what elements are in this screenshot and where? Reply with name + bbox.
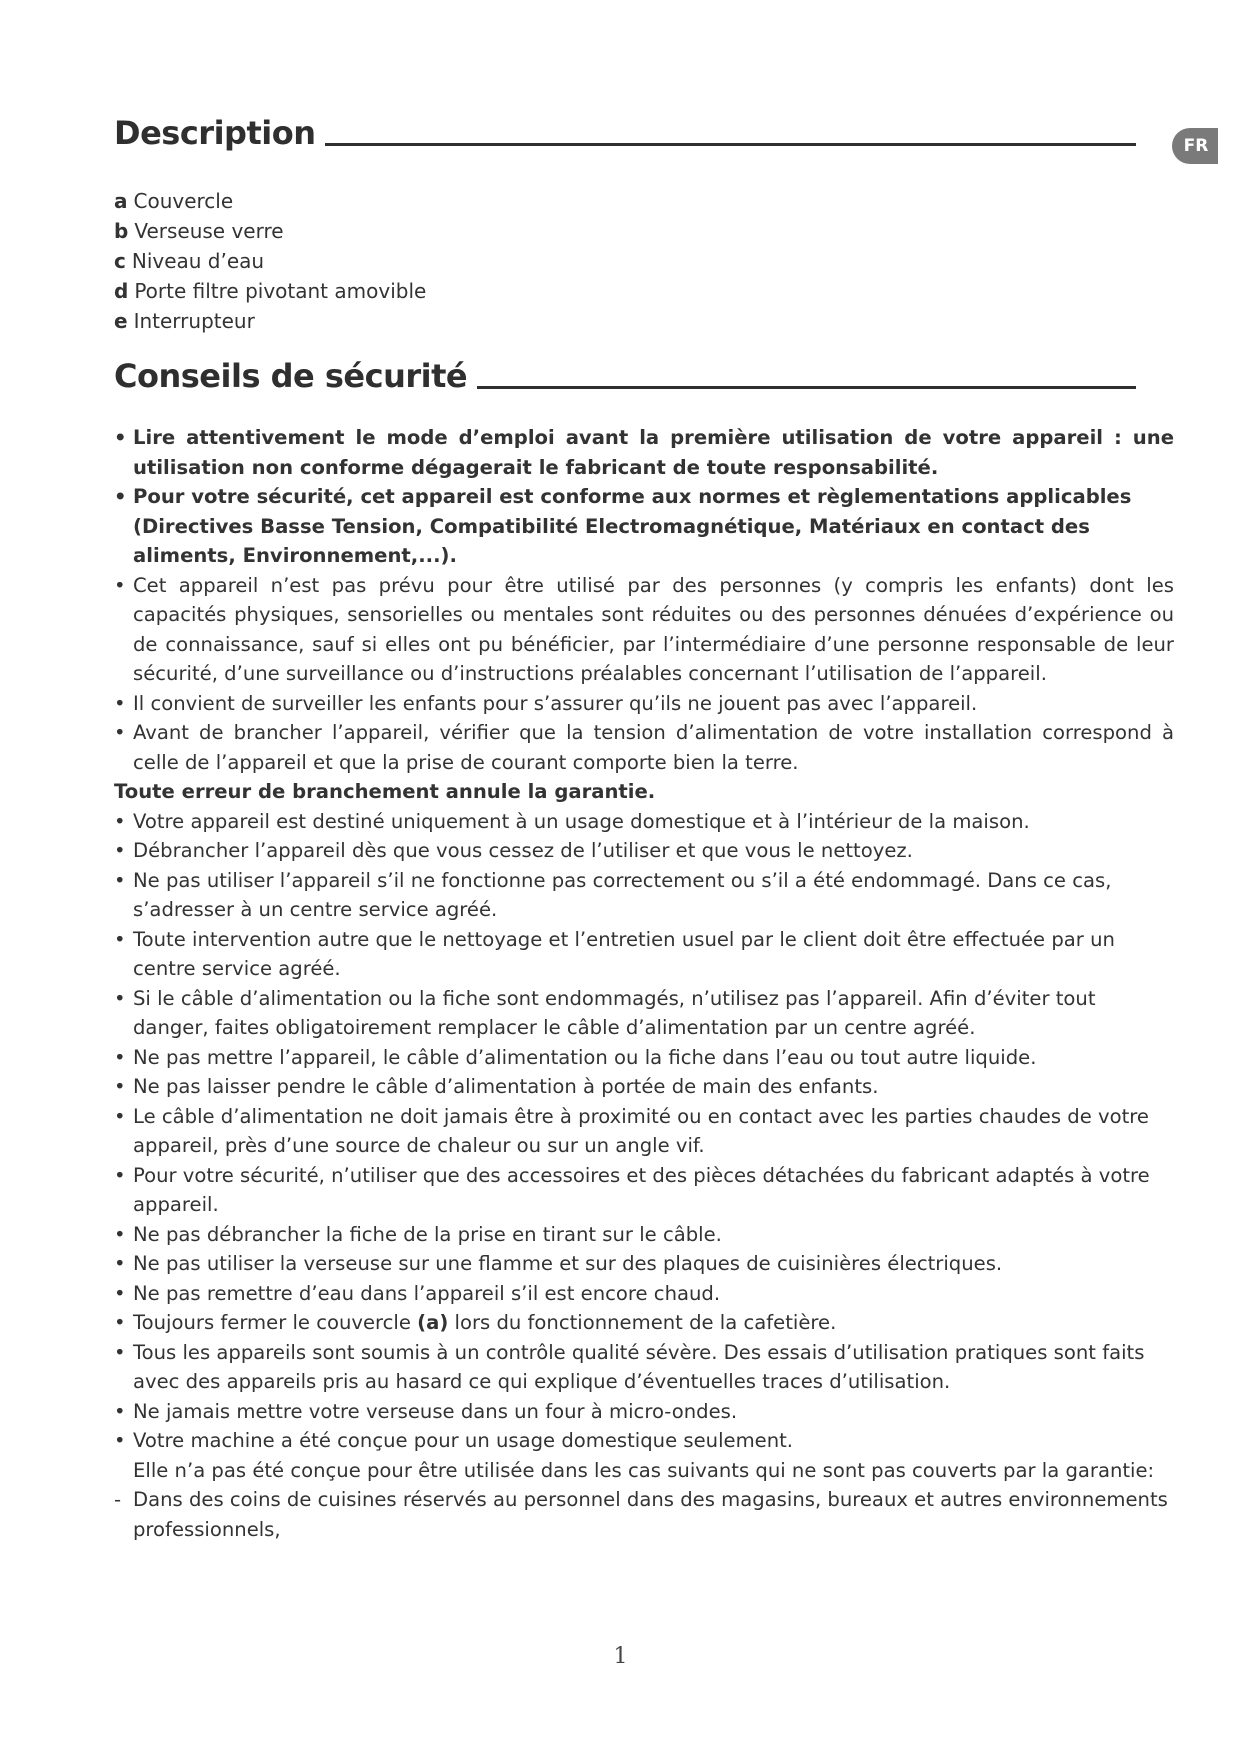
safety-text-continued: Elle n’a pas été conçue pour être utilisée dans les cas suivants qui ne sont pas couverts par la garantie:	[133, 1458, 1155, 1482]
safety-item	[114, 1338, 1174, 1397]
safety-item	[114, 1308, 1174, 1338]
bullet-icon: •	[114, 1399, 126, 1423]
part-letter: a	[114, 189, 128, 213]
parts-list-item	[114, 216, 426, 246]
bullet-icon: •	[114, 1222, 126, 1246]
safety-text: Ne pas débrancher la fiche de la prise en tirant sur le câble.	[133, 1222, 722, 1246]
bullet-icon: •	[114, 573, 126, 597]
part-label: Interrupteur	[133, 309, 255, 333]
bullet-icon: •	[114, 691, 126, 715]
safety-text: Pour votre sécurité, cet appareil est conforme aux normes et règlementations applicables (Directives Basse Tension, Compatibilité Electromagnétique, Matériaux en contact des aliments, Environnement,...).	[133, 485, 1132, 567]
safety-text: Tous les appareils sont soumis à un contrôle qualité sévère. Des essais d’utilisation pratiques sont faits avec des appareils pris au hasard ce qui explique d’éventuelles traces d’utilisation.	[133, 1340, 1145, 1393]
safety-text: Il convient de surveiller les enfants pour s’assurer qu’ils ne jouent pas avec l’appareil.	[133, 691, 978, 715]
heading-rule	[477, 386, 1136, 389]
safety-text: Ne pas utiliser l’appareil s’il ne fonctionne pas correctement ou s’il a été endommagé. Dans ce cas, s’adresser à un centre service agréé.	[133, 868, 1112, 921]
bullet-icon: •	[114, 1340, 126, 1364]
bullet-icon: •	[114, 1252, 126, 1275]
bullet-icon: •	[114, 1163, 126, 1187]
bullet-icon: •	[114, 721, 126, 744]
safety-heading	[114, 357, 1136, 395]
part-label: Porte filtre pivotant amovible	[134, 279, 427, 303]
safety-text: Ne pas laisser pendre le câble d’alimentation à portée de main des enfants.	[133, 1075, 879, 1098]
exclusion-text: Dans des coins de cuisines réservés au personnel dans des magasins, bureaux et autres environnements professionnels,	[133, 1488, 1168, 1541]
safety-item	[114, 1249, 1174, 1279]
safety-instructions	[114, 423, 1174, 1544]
safety-text: Votre machine a été conçue pour un usage domestique seulement.	[133, 1429, 794, 1452]
safety-text: Votre appareil est destiné uniquement à un usage domestique et à l’intérieur de la maison.	[133, 809, 1030, 833]
parts-list	[114, 186, 426, 336]
bullet-icon: •	[114, 426, 127, 449]
safety-text: Toute intervention autre que le nettoyage et l’entretien usuel par le client doit être effectuée par un centre service agréé.	[133, 927, 1115, 980]
safety-text: Cet appareil n’est pas prévu pour être utilisé par des personnes (y compris les enfants) dont les capacités physiques, sensorielles ou mentales sont réduites ou des personnes dénuées d’expérience ou de connaissance, sauf si elles ont pu bénéficier, par l’intermédiaire d’une personne responsable de leur sécurité, d’une surveillance ou d’instructions préalables concernant l’utilisation de l’appareil.	[133, 573, 1174, 685]
safety-text: Ne pas mettre l’appareil, le câble d’alimentation ou la fiche dans l’eau ou tout autre liquide.	[133, 1045, 1037, 1069]
description-title: Description	[114, 114, 316, 152]
safety-text: Ne jamais mettre votre verseuse dans un four à micro-ondes.	[133, 1399, 738, 1423]
bullet-icon: •	[114, 809, 126, 833]
safety-item	[114, 1426, 1174, 1485]
safety-item	[114, 1397, 1174, 1427]
safety-item	[114, 866, 1174, 925]
safety-text: Ne pas utiliser la verseuse sur une flamme et sur des plaques de cuisinières électriques.	[133, 1252, 1003, 1275]
safety-item	[114, 807, 1174, 837]
part-letter: d	[114, 279, 129, 303]
parts-list-item	[114, 246, 426, 276]
safety-text: Le câble d’alimentation ne doit jamais être à proximité ou en contact avec les parties chaudes de votre appareil, près d’une source de chaleur ou sur un angle vif.	[133, 1104, 1149, 1157]
safety-item	[114, 925, 1174, 984]
part-label: Verseuse verre	[134, 219, 284, 243]
safety-item	[114, 984, 1174, 1043]
heading-rule	[325, 143, 1136, 146]
bullet-icon: •	[114, 868, 126, 892]
part-letter: c	[114, 249, 126, 273]
bullet-icon: •	[114, 1311, 126, 1334]
safety-item	[114, 836, 1174, 866]
parts-list-item	[114, 306, 426, 336]
bullet-icon: •	[114, 485, 127, 508]
parts-list-item	[114, 276, 426, 306]
safety-item	[114, 1043, 1174, 1073]
safety-item	[114, 1161, 1174, 1220]
safety-item	[114, 1102, 1174, 1161]
safety-item	[114, 1072, 1174, 1102]
bullet-icon: •	[114, 927, 126, 951]
safety-item	[114, 571, 1174, 689]
part-label: Couvercle	[133, 189, 234, 213]
part-label: Niveau d’eau	[131, 249, 265, 273]
language-badge: FR	[1172, 128, 1218, 164]
safety-text: Avant de brancher l’appareil, vérifier que la tension d’alimentation de votre installation correspond à celle de l’appareil et que la prise de courant comporte bien la terre.	[133, 721, 1174, 774]
safety-text: Lire attentivement le mode d’emploi avant la première utilisation de votre appareil : une utilisation non conforme dégagerait le fabricant de toute responsabilité.	[133, 426, 1174, 479]
exclusion-item	[114, 1485, 1174, 1544]
part-reference: (a)	[417, 1311, 449, 1334]
bullet-icon: •	[114, 839, 126, 862]
parts-list-item	[114, 186, 426, 216]
safety-item	[114, 482, 1174, 571]
bullet-icon: •	[114, 1075, 126, 1098]
safety-text: Pour votre sécurité, n’utiliser que des accessoires et des pièces détachées du fabricant adaptés à votre appareil.	[133, 1163, 1150, 1216]
page-number: 1	[613, 1644, 628, 1669]
safety-item	[114, 1279, 1174, 1309]
safety-item	[114, 423, 1174, 482]
safety-text: Si le câble d’alimentation ou la fiche sont endommagés, n’utilisez pas l’appareil. Afin d’éviter tout danger, faites obligatoirement remplacer le câble d’alimentation par un centre agréé.	[133, 986, 1096, 1039]
safety-item	[114, 1220, 1174, 1250]
part-letter: e	[114, 309, 128, 333]
safety-title: Conseils de sécurité	[114, 357, 468, 395]
safety-text: Débrancher l’appareil dès que vous cessez de l’utiliser et que vous le nettoyez.	[133, 839, 913, 862]
warranty-warning: Toute erreur de branchement annule la garantie.	[114, 780, 656, 803]
safety-item	[114, 689, 1174, 719]
bullet-icon: •	[114, 1104, 126, 1128]
part-letter: b	[114, 219, 129, 243]
bullet-icon: •	[114, 1045, 126, 1069]
bullet-icon: •	[114, 1281, 126, 1305]
bullet-icon: •	[114, 986, 126, 1010]
safety-text-end: lors du fonctionnement de la cafetière.	[448, 1311, 837, 1334]
safety-item	[114, 718, 1174, 777]
safety-text: Ne pas remettre d’eau dans l’appareil s’il est encore chaud.	[133, 1281, 721, 1305]
safety-text-start: Toujours fermer le couvercle	[133, 1311, 418, 1334]
dash-icon: -	[114, 1488, 122, 1511]
description-heading	[114, 114, 1136, 152]
bullet-icon: •	[114, 1429, 126, 1452]
